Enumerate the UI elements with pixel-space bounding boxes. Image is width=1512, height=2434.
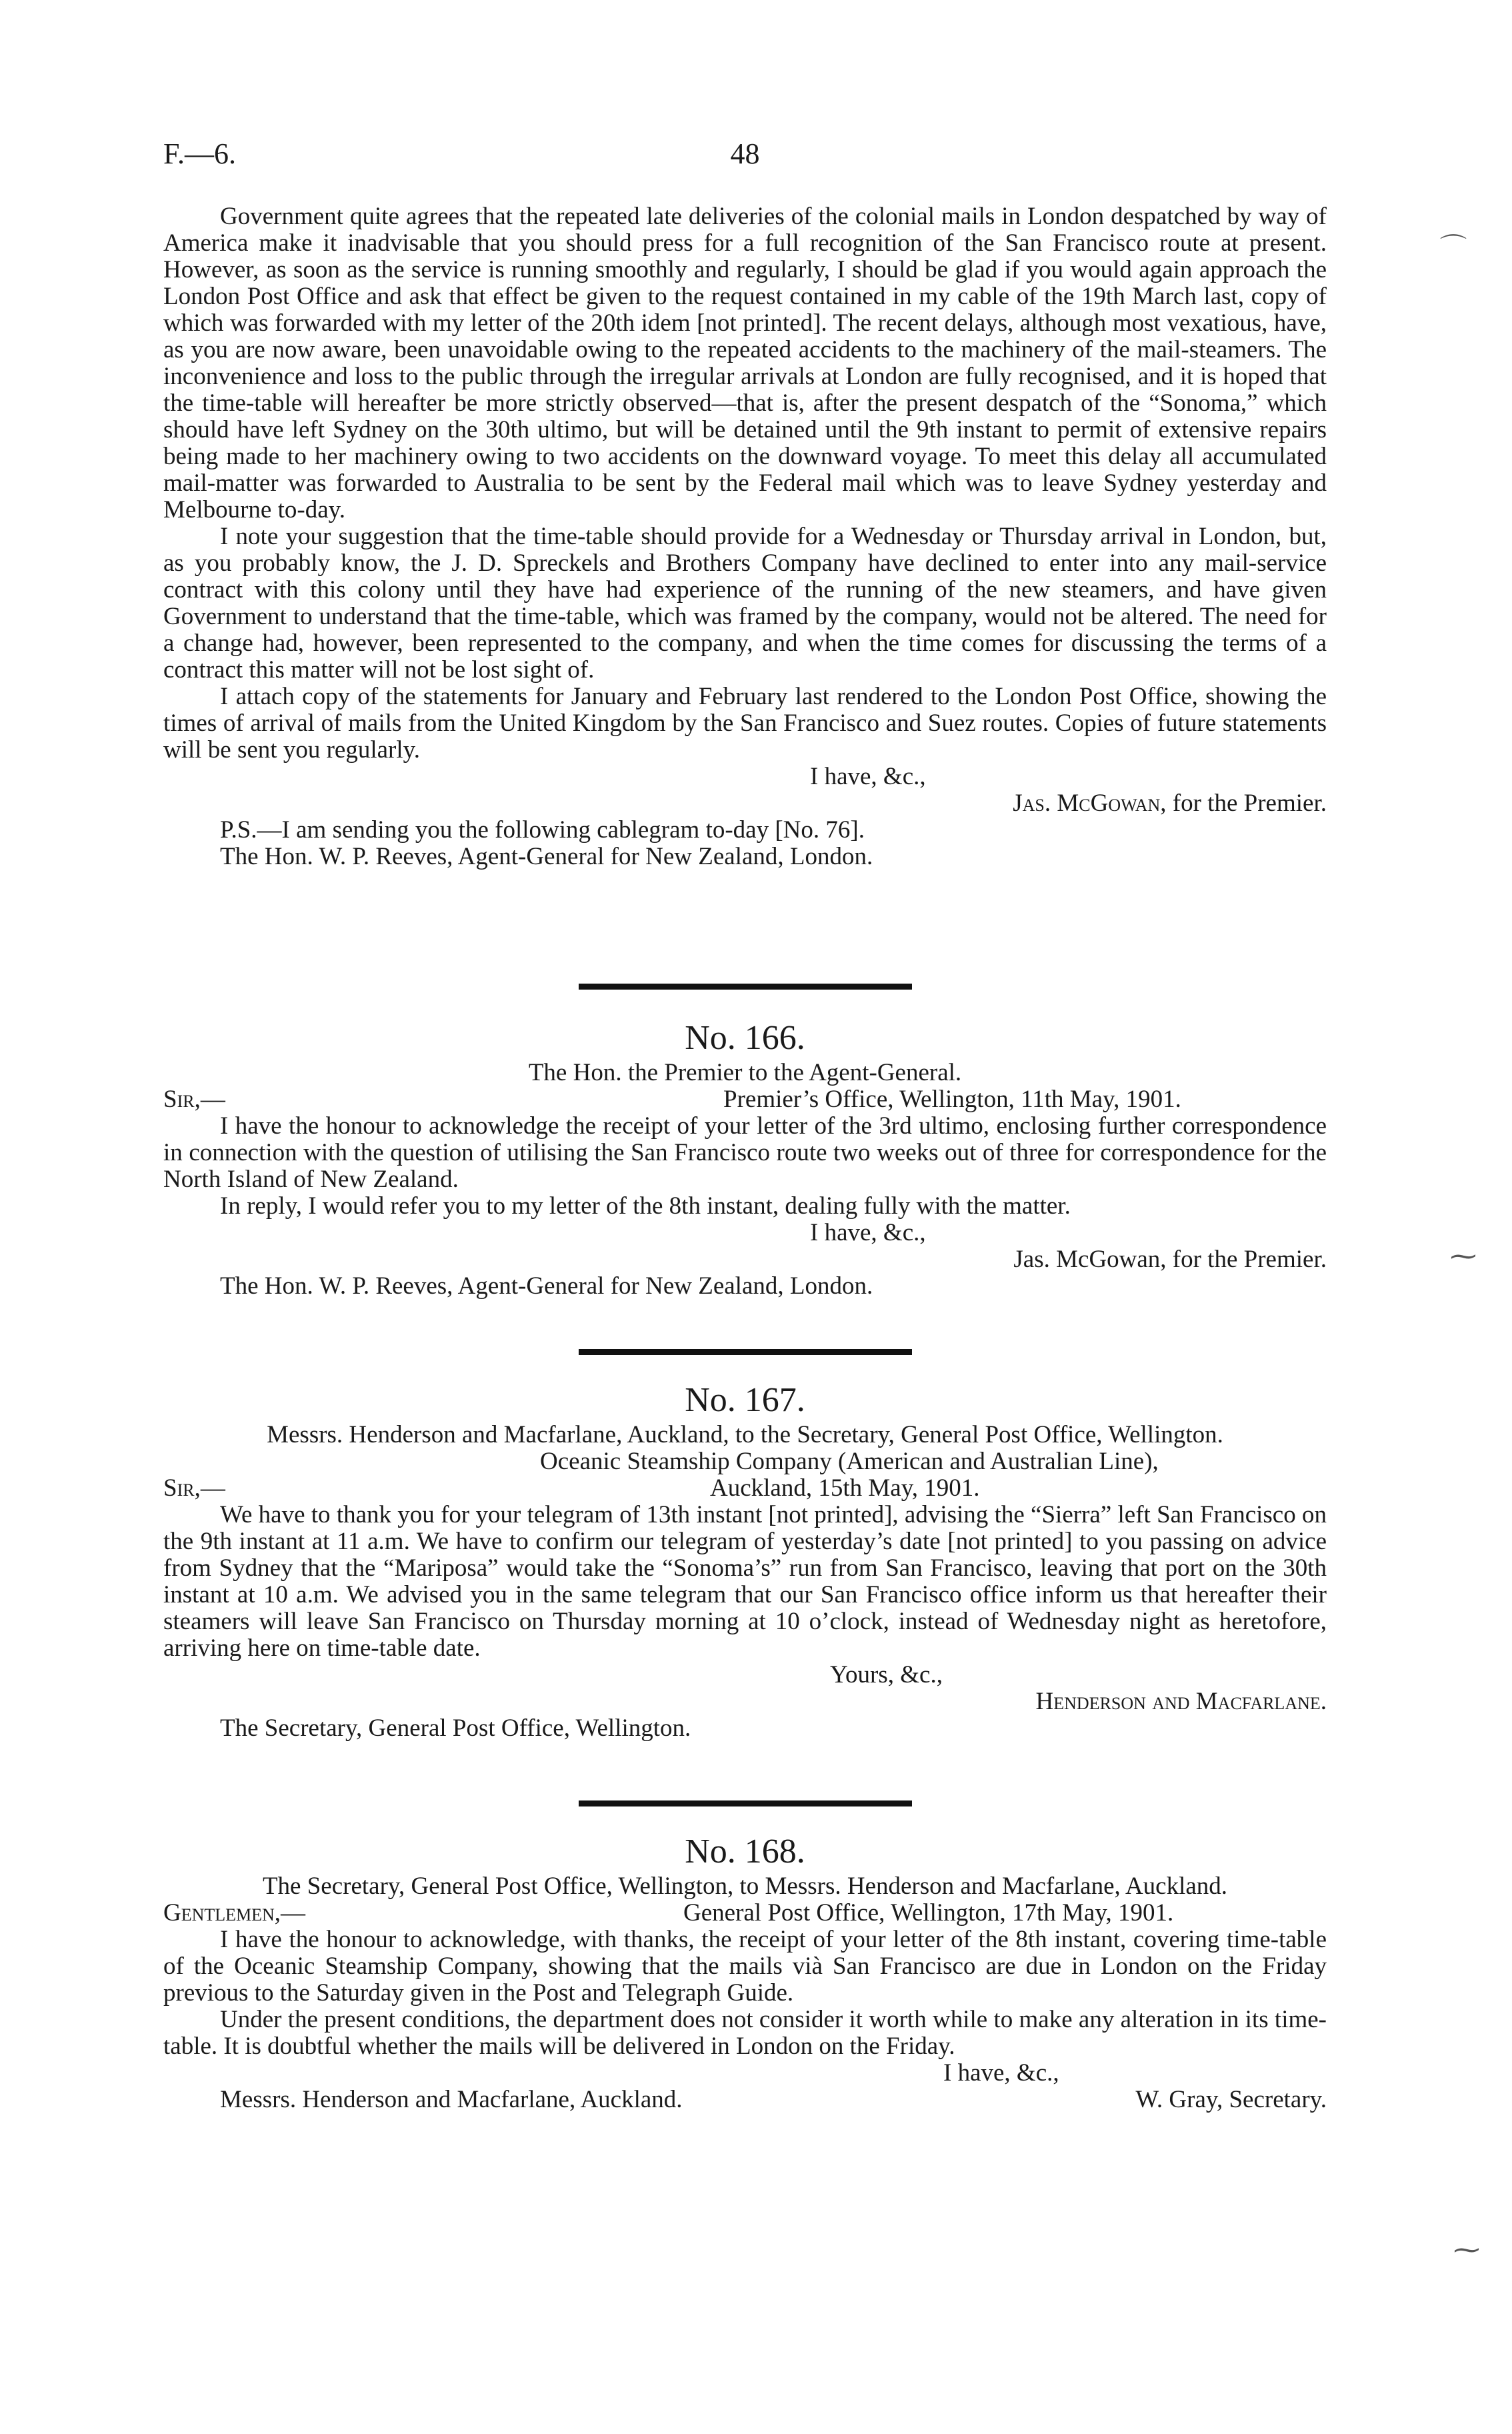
intro-letter xyxy=(163,203,1327,870)
letter-origin: Premier’s Office, Wellington, 11th May, 1901. xyxy=(723,1086,1181,1113)
signature-role: for the Premier. xyxy=(1172,790,1327,817)
signature: Jas. McGowan, for the Premier. xyxy=(1013,1246,1327,1273)
addressee: Messrs. Henderson and Macfarlane, Auckland. xyxy=(220,2086,683,2113)
salutation: Sir,— xyxy=(163,1474,225,1502)
intro-paragraph: I attach copy of the statements for January and February last rendered to the London Post Office, showing the times of arrival of mails from the United Kingdom by the San Francisco and Suez routes. Copies of future statements will be sent you regularly. xyxy=(163,683,1327,764)
closing: I have, &c., xyxy=(810,763,926,790)
letter-paragraph: Under the present conditions, the department does not consider it worth while to make any alteration in its time-table. It is doubtful whether the mails will be delivered in London on the Friday. xyxy=(163,2006,1327,2060)
salutation: Gentlemen,— xyxy=(163,1899,306,1927)
letter-paragraph: In reply, I would refer you to my letter of the 8th instant, dealing fully with the matter. xyxy=(220,1192,1071,1220)
margin-mark: ⁓ xyxy=(1453,2235,1480,2265)
addressee: The Hon. W. P. Reeves, Agent-General for New Zealand, London. xyxy=(220,1272,873,1300)
signature-name: Jas. McGowan, xyxy=(1013,790,1167,817)
letter-167 xyxy=(163,1379,1327,1742)
intro-paragraph: Government quite agrees that the repeated late deliveries of the colonial mails in London despatched by way of America make it inadvisable that you should press for a full recognition of the San Francisco route at present. However, as soon as the service is running smoothly and regularly, I should be glad if you would again approach the London Post Office and ask that effect be given to the request contained in my cable of the 19th March last, copy of which was forwarded with my letter of the 20th idem [not printed]. The recent delays, although most vexatious, have, as you are now aware, been unavoidable owing to the repeated accidents to the machinery of the mail-steamers. The inconvenience and loss to the public through the irregular arrivals at London are fully recognised, and it is hoped that the time-table will hereafter be more strictly observed—that is, after the present despatch of the “Sonoma,” which should have left Sydney on the 30th ultimo, but will be detained until the 9th instant to permit of extensive repairs being made to her machinery owing to two accidents on the downward voyage. To meet this delay all accumulated mail-matter was forwarded to Australia to be sent by the Federal mail which was to leave Sydney yesterday and Melbourne to-day. xyxy=(163,203,1327,523)
signature: W. Gray, Secretary. xyxy=(1135,2086,1327,2113)
letter-168 xyxy=(163,1831,1327,2113)
letter-origin: Auckland, 15th May, 1901. xyxy=(710,1474,980,1502)
letter-paragraph: I have the honour to acknowledge the receipt of your letter of the 3rd ultimo, enclosing further correspondence in connection with the question of utilising the San Francisco route two weeks out of three for correspondence for the North Island of New Zealand. xyxy=(163,1112,1327,1193)
section-rule xyxy=(163,1800,1327,1806)
signature xyxy=(163,790,1327,817)
page-header xyxy=(163,137,1327,177)
section-rule xyxy=(163,1349,1327,1355)
letter-number: No. 167. xyxy=(685,1381,805,1419)
letter-paragraph: We have to thank you for your telegram of 13th instant [not printed], advising the “Sierra” left San Francisco on the 9th instant at 11 a.m. We have to confirm our telegram of yesterday’s date [not printed] to you passing on advice from Sydney that the “Mariposa” would take the “Sonoma’s” run from San Francisco, leaving that port on the 30th instant at 10 a.m. We advised you in the same telegram that our San Francisco office inform us that hereafter their steamers will leave San Francisco on Thursday morning at 10 o’clock, instead of Wednesday night as heretofore, arriving here on time-table date. xyxy=(163,1501,1327,1662)
page-number: 48 xyxy=(730,137,760,170)
letter-number: No. 168. xyxy=(685,1833,805,1871)
letter-number: No. 166. xyxy=(685,1019,805,1057)
letter-origin: General Post Office, Wellington, 17th May, 1901. xyxy=(683,1899,1174,1927)
postscript: P.S.—I am sending you the following cablegram to-day [No. 76]. xyxy=(220,816,865,844)
closing: Yours, &c., xyxy=(830,1661,943,1688)
addressee: The Secretary, General Post Office, Wellington. xyxy=(220,1714,691,1742)
letter-origin: Oceanic Steamship Company (American and Australian Line), xyxy=(540,1448,1159,1475)
signature: Henderson and Macfarlane. xyxy=(1035,1688,1327,1715)
intro-paragraph: I note your suggestion that the time-table should provide for a Wednesday or Thursday arrival in London, but, as you probably know, the J. D. Spreckels and Brothers Company have declined to enter into any mail-service contract with this colony until they have had experience of the running of the new steamers, and have given Government to understand that the time-table, which was framed by the company, would not be altered. The need for a change had, however, been represented to the company, and when the time comes for discussing the terms of a contract this matter will not be lost sight of. xyxy=(163,523,1327,684)
margin-mark: ⌒ xyxy=(1440,233,1467,263)
section-rule xyxy=(163,984,1327,990)
salutation: Sir,— xyxy=(163,1086,225,1113)
addressee: The Hon. W. P. Reeves, Agent-General for New Zealand, London. xyxy=(220,843,873,870)
margin-mark: ⁓ xyxy=(1450,1241,1477,1271)
letter-title: Messrs. Henderson and Macfarlane, Auckland, to the Secretary, General Post Office, Wellington. xyxy=(267,1421,1223,1448)
closing: I have, &c., xyxy=(810,1219,926,1246)
letter-166 xyxy=(163,1017,1327,1300)
letter-title: The Hon. the Premier to the Agent-General. xyxy=(528,1059,962,1086)
letter-title: The Secretary, General Post Office, Wellington, to Messrs. Henderson and Macfarlane, Auckland. xyxy=(262,1873,1228,1900)
document-reference: F.—6. xyxy=(163,137,236,170)
letter-paragraph: I have the honour to acknowledge, with thanks, the receipt of your letter of the 8th instant, covering time-table of the Oceanic Steamship Company, showing that the mails vià San Francisco are due in London on the Friday previous to the Saturday given in the Post and Telegraph Guide. xyxy=(163,1926,1327,2007)
closing: I have, &c., xyxy=(943,2059,1059,2087)
